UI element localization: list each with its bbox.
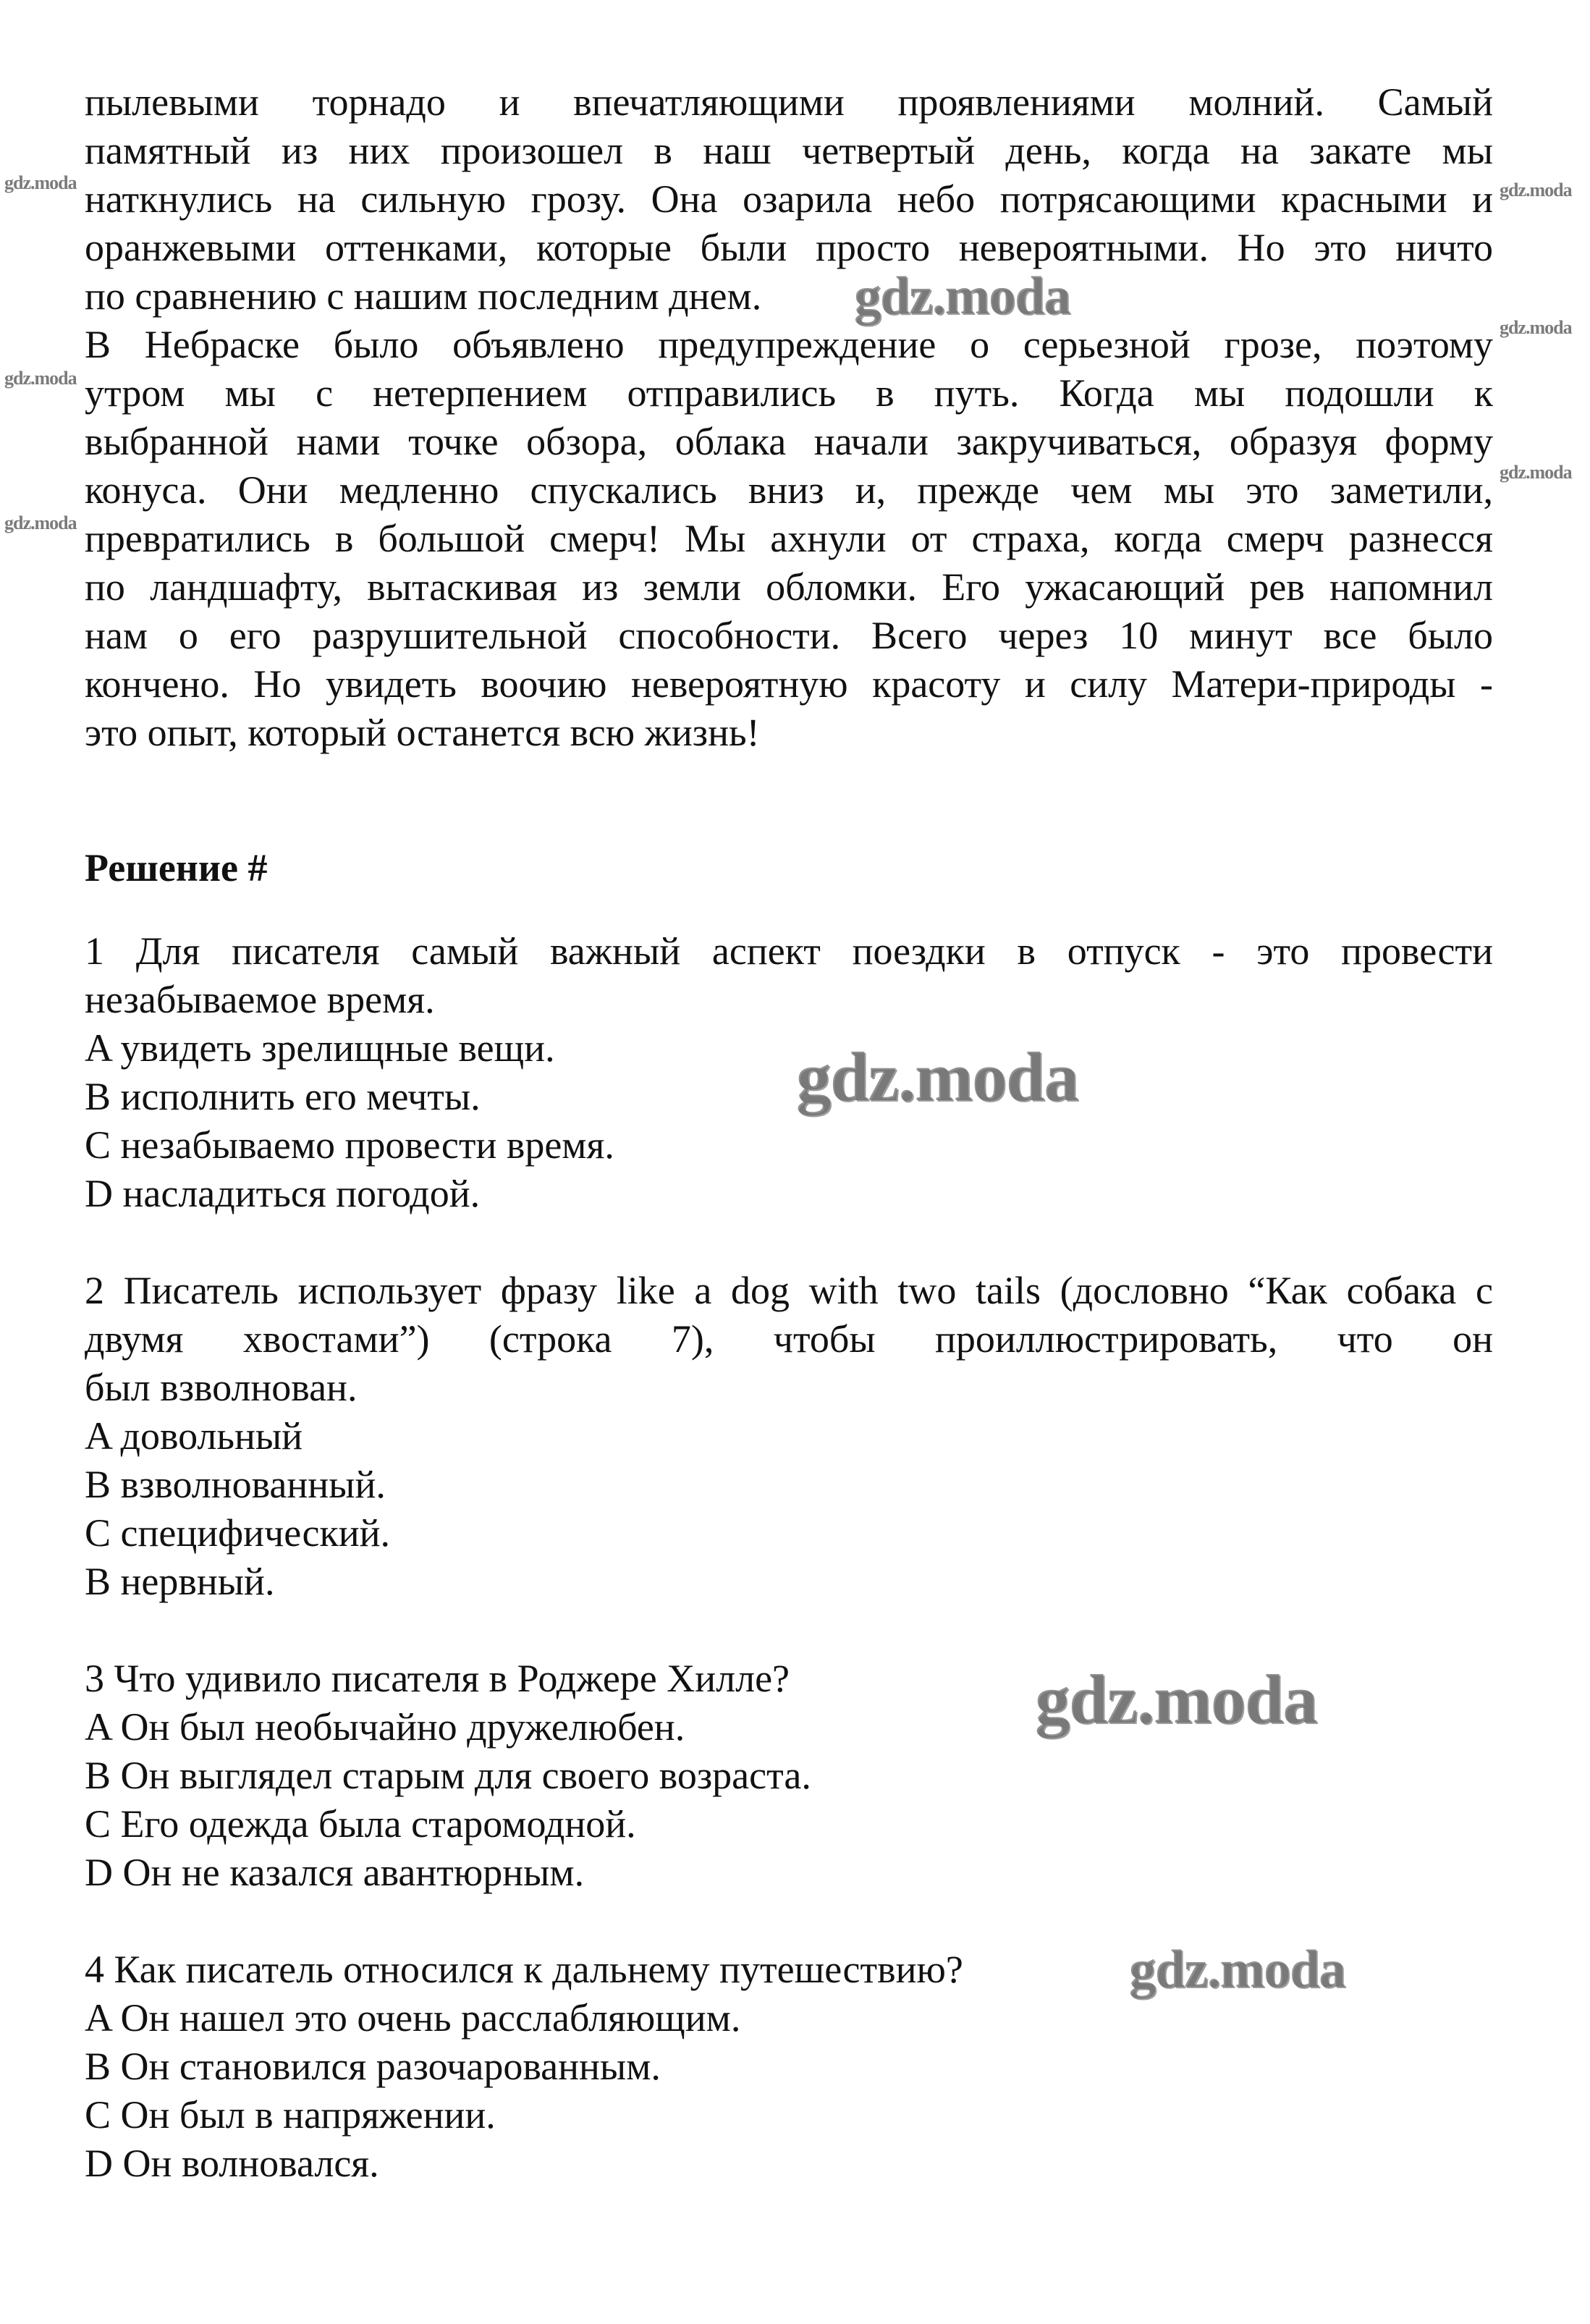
answer-option: D насладиться погодой. — [85, 1172, 481, 1215]
watermark: gdz.moda — [1500, 317, 1572, 338]
answer-option: C Он был в напряжении. — [85, 2093, 496, 2137]
answer-option: A Он был необычайно дружелюбен. — [85, 1705, 685, 1749]
answer-option: B Он выглядел старым для своего возраста. — [85, 1754, 811, 1797]
solution-heading: Решение # — [85, 846, 268, 890]
watermark: gdz.moda — [796, 1038, 1078, 1115]
answer-option: A Он нашел это очень расслабляющим. — [85, 1996, 741, 2040]
watermark: gdz.moda — [4, 368, 77, 389]
passage-line: конуса. Они медленно спускались вниз и, прежде чем мы это заметили, — [85, 468, 1493, 512]
watermark: gdz.moda — [1129, 1940, 1345, 1999]
question-text: 3 Что удивило писателя в Роджере Хилле? — [85, 1657, 790, 1700]
question-2 — [85, 1267, 1493, 1606]
passage-line: это опыт, который останется всю жизнь! — [85, 711, 760, 754]
passage-line: нам о его разрушительной способности. Всего через 10 минут все было — [85, 614, 1493, 657]
passage-line: наткнулись на сильную грозу. Она озарила небо потрясающими красными и — [85, 177, 1493, 221]
document-page — [85, 78, 1493, 2188]
passage-line: В Небраске было объявлено предупреждение о серьезной грозе, поэтому — [85, 323, 1493, 366]
answer-option: B исполнить его мечты. — [85, 1075, 481, 1118]
answer-option: D Он не казался авантюрным. — [85, 1851, 585, 1894]
watermark: gdz.moda — [4, 512, 77, 533]
passage-line: по ландшафту, вытаскивая из земли обломки. Его ужасающий рев напомнил — [85, 565, 1493, 609]
passage-line: утром мы с нетерпением отправились в путь. Когда мы подошли к — [85, 371, 1493, 415]
question-text: двумя хвостами”) (строка 7), чтобы проиллюстрировать, что он — [85, 1317, 1493, 1361]
passage-line: оранжевыми оттенками, которые были просто невероятными. Но это ничто — [85, 226, 1493, 269]
answer-option: A увидеть зрелищные вещи. — [85, 1026, 555, 1070]
question-text: 2 Писатель использует фразу like a dog with two tails (дословно “Как собака с — [85, 1269, 1493, 1312]
passage — [85, 78, 1493, 757]
watermark: gdz.moda — [1035, 1660, 1317, 1738]
question-text: был взволнован. — [85, 1366, 358, 1409]
answer-option: C Его одежда была старомодной. — [85, 1802, 636, 1846]
question-text: 4 Как писатель относился к дальнему путешествию? — [85, 1948, 963, 1991]
watermark: gdz.moda — [1500, 462, 1572, 483]
watermark: gdz.moda — [1500, 179, 1572, 200]
answer-option: B взволнованный. — [85, 1463, 386, 1506]
passage-line: выбранной нами точке обзора, облака начали закручиваться, образуя форму — [85, 420, 1493, 463]
watermark: gdz.moda — [854, 266, 1070, 326]
question-1 — [85, 927, 1493, 1218]
passage-line: кончено. Но увидеть воочию невероятную красоту и силу Матери-природы - — [85, 662, 1493, 706]
passage-line: памятный из них произошел в наш четвертый день, когда на закате мы — [85, 129, 1493, 172]
answer-option: B нервный. — [85, 1560, 275, 1603]
answer-option: A довольный — [85, 1414, 303, 1458]
answer-option: C специфический. — [85, 1511, 391, 1555]
passage-line: по сравнению с нашим последним днем. — [85, 274, 762, 318]
question-text: незабываемое время. — [85, 978, 435, 1021]
answer-option: B Он становился разочарованным. — [85, 2045, 661, 2088]
answer-option: C незабываемо провести время. — [85, 1123, 614, 1167]
watermark: gdz.moda — [4, 172, 77, 193]
answer-option: D Он волновался. — [85, 2142, 379, 2185]
question-text: 1 Для писателя самый важный аспект поездки в отпуск - это провести — [85, 929, 1493, 973]
passage-line: превратились в большой смерч! Мы ахнули от страха, когда смерч разнесся — [85, 517, 1493, 560]
passage-line: пылевыми торнадо и впечатляющими проявлениями молний. Самый — [85, 80, 1493, 124]
